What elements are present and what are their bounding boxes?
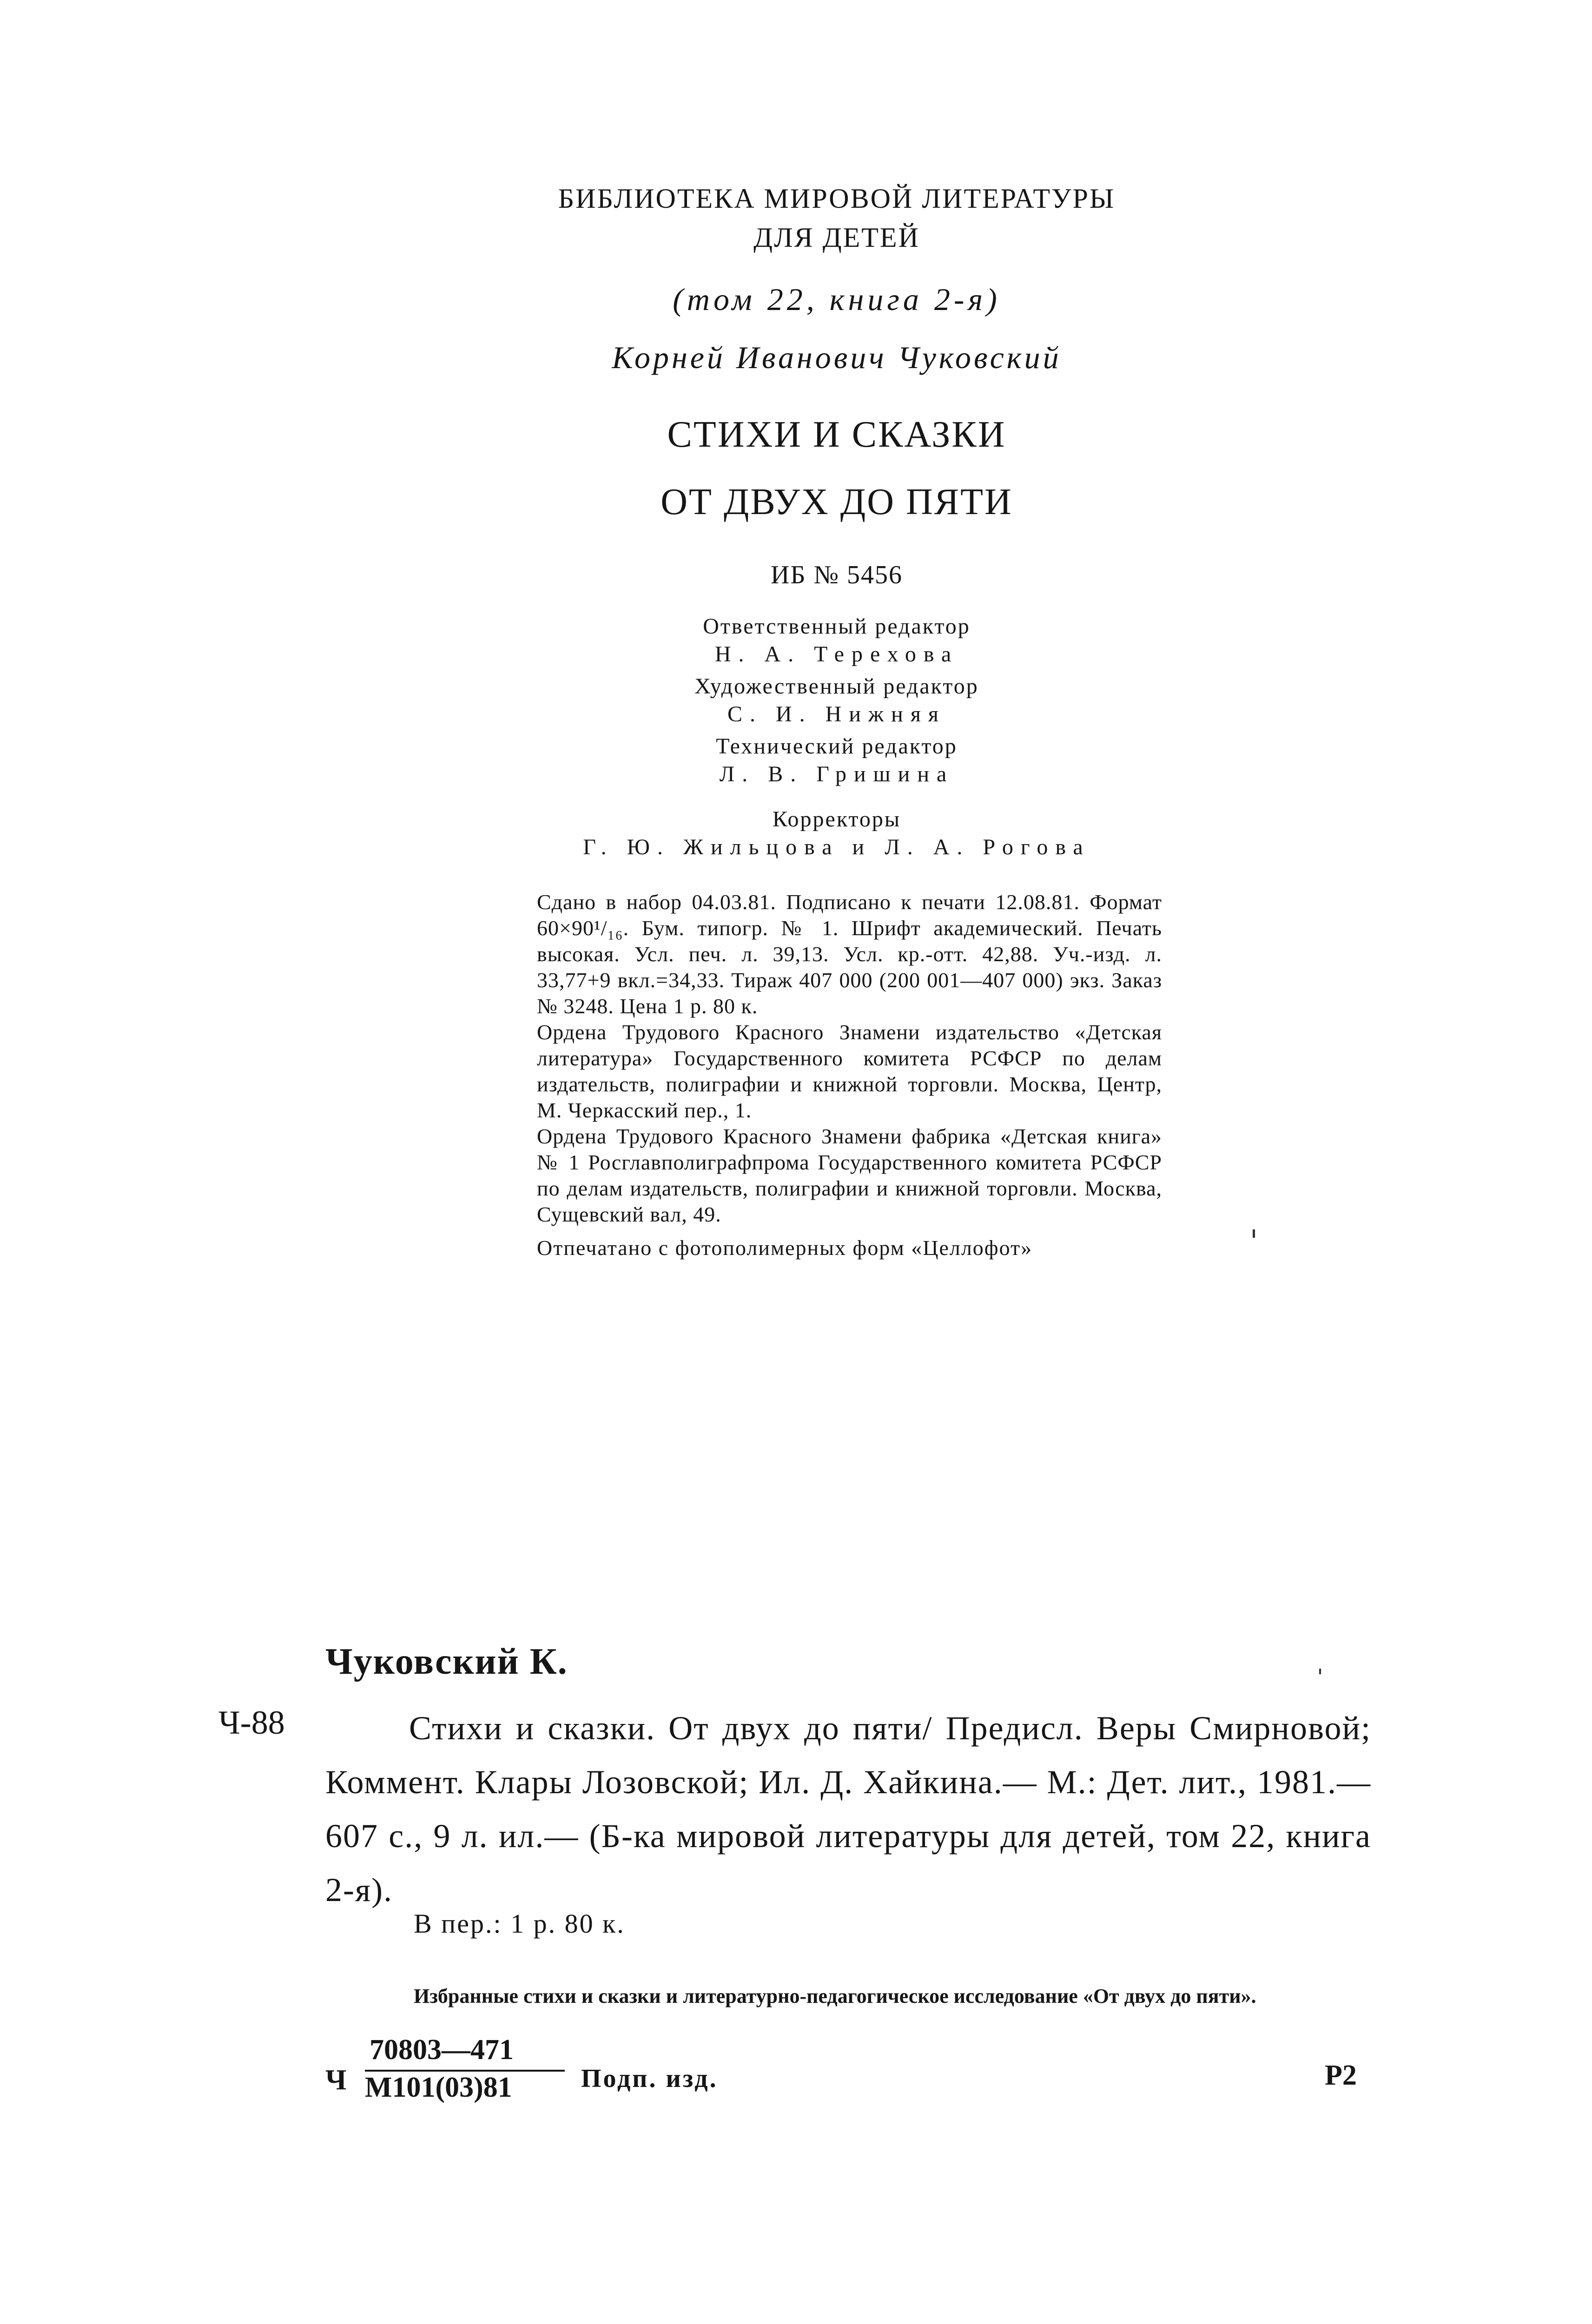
book-title-line2: ОТ ДВУХ ДО ПЯТИ xyxy=(661,482,1013,522)
staff-entry-art-editor xyxy=(548,673,1125,728)
fraction-rule xyxy=(365,2070,565,2072)
catalog-card-annotation-text: Избранные стихи и сказки и литературно-педагогическое исследование «От двух до пяти». xyxy=(414,1985,1256,2007)
classification-code: Р2 xyxy=(1325,2060,1357,2091)
series-header xyxy=(525,179,1148,257)
ib-number: ИБ № 5456 xyxy=(770,561,903,589)
catalog-card-description xyxy=(325,1701,1371,1917)
catalog-card-price: В пер.: 1 р. 80 к. xyxy=(414,1908,625,1939)
catalog-card-description-text: Стихи и сказки. От двух до пяти/ Предисл. Веры Смирновой; Коммент. Клары Лозовской; Ил. Д. Хайкина.— М.: Дет. лит., 1981.— 607 с., 9 л. ил.— (Б-ка мировой литературы для детей, том 22, книга 2-я). xyxy=(325,1710,1371,1908)
speck-mark xyxy=(1319,1669,1321,1674)
speck-mark xyxy=(1253,1229,1255,1238)
index-note: Подп. изд. xyxy=(581,2064,718,2093)
staff-role: Корректоры xyxy=(772,807,901,832)
imprint-print-note: Отпечатано с фотополимерных форм «Целлофот» xyxy=(537,1236,1033,1260)
imprint-printer: Ордена Трудового Красного Знамени фабрика «Детская книга» № 1 Росглавполиграфпрома Государственного комитета РСФСР по делам издательств, полиграфии и книжной торговли. Москва, Сущевский вал, 49. xyxy=(537,1124,1162,1226)
volume-info: (том 22, книга 2-я) xyxy=(673,282,1001,317)
catalog-card-author: Чуковский К. xyxy=(325,1641,568,1682)
staff-role: Ответственный редактор xyxy=(703,614,971,639)
staff-role: Технический редактор xyxy=(716,734,958,759)
staff-entry-responsible-editor xyxy=(548,613,1125,668)
index-prefix: Ч xyxy=(325,2064,347,2096)
series-title-line2: ДЛЯ ДЕТЕЙ xyxy=(753,222,920,253)
catalog-card-annotation xyxy=(325,1980,1371,2013)
imprint-print-data: Сдано в набор 04.03.81. Подписано к печати 12.08.81. Формат 60×90¹/₁₆. Бум. типогр. № 1. Шрифт академический. Печать высокая. Усл. печ. л. 39,13. Усл. кр.-отт. 42,88. Уч.-изд. л. 33,77+9 вкл.=34,33. Тираж 407 000 (200 001—407 000) экз. Заказ № 3248. Цена 1 р. 80 к. xyxy=(537,890,1162,1018)
catalog-card-code: Ч-88 xyxy=(218,1704,285,1741)
staff-name: С. И. Нижняя xyxy=(727,702,946,726)
staff-entry-technical-editor xyxy=(548,733,1125,788)
index-denominator: М101(03)81 xyxy=(365,2072,512,2103)
index-numerator: 70803—471 xyxy=(370,2034,514,2066)
staff-entry-proofreaders xyxy=(548,805,1125,861)
staff-name: Г. Ю. Жильцова и Л. А. Рогова xyxy=(583,835,1090,859)
book-title-line1: СТИХИ И СКАЗКИ xyxy=(667,414,1006,455)
staff-role: Художественный редактор xyxy=(694,674,979,699)
index-fraction xyxy=(365,2034,514,2104)
imprint-publisher: Ордена Трудового Красного Знамени издательство «Детская литература» Государственного комитета РСФСР по делам издательств, полиграфии и книжной торговли. Москва, Центр, М. Черкасский пер., 1. xyxy=(537,1020,1162,1122)
series-title-line1: БИБЛИОТЕКА МИРОВОЙ ЛИТЕРАТУРЫ xyxy=(558,183,1116,214)
staff-name: Л. В. Гришина xyxy=(719,762,954,786)
staff-name: Н. А. Терехова xyxy=(714,642,959,667)
imprint-block xyxy=(537,889,1162,1261)
author-full-name: Корней Иванович Чуковский xyxy=(612,340,1062,375)
